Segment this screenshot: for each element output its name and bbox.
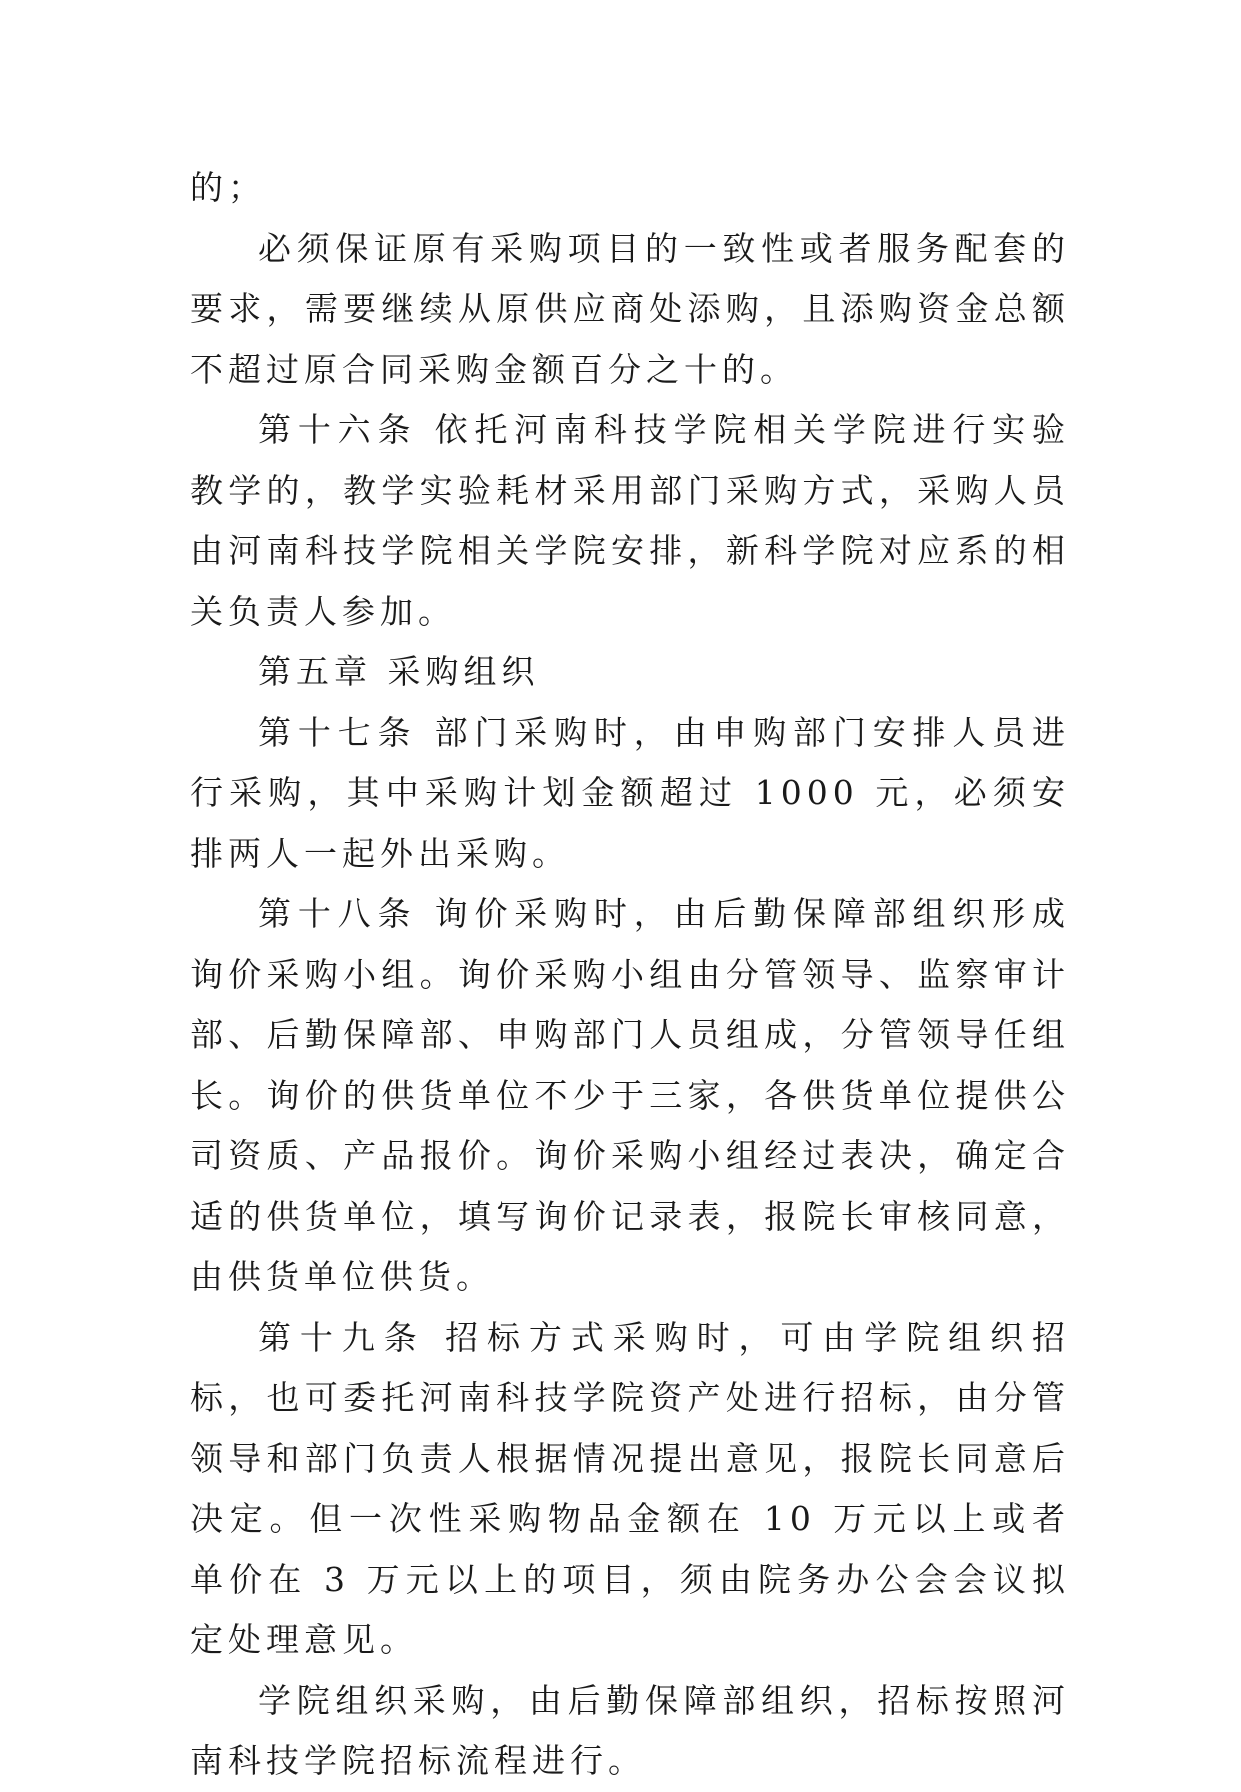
paragraph-college-procurement: 学院组织采购，由后勤保障部组织，招标按照河南科技学院招标流程进行。 — [190, 1680, 1070, 1780]
chapter-heading: 第五章 采购组织 — [258, 652, 540, 691]
paragraph-article-19: 第十九条 招标方式采购时，可由学院组织招标，也可委托河南科技学院资产处进行招标，由分管领导和部门负责人根据情况提出意见，报院长同意后决定。但一次性采购物品金额在 10 万元以上或者单价在 3 万元以上的项目，须由院务办公会会议拟定处理意见。 — [190, 1317, 1070, 1659]
paragraph-article-16: 第十六条 依托河南科技学院相关学院进行实验教学的，教学实验耗材采用部门采购方式，采购人员由河南科技学院相关学院安排，新科学院对应系的相关负责人参加。 — [190, 410, 1070, 631]
document-body — [190, 158, 1070, 1792]
paragraph-continuation: 的； — [190, 168, 266, 207]
paragraph-article-18: 第十八条 询价采购时，由后勤保障部组织形成询价采购小组。询价采购小组由分管领导、监察审计部、后勤保障部、申购部门人员组成，分管领导任组长。询价的供货单位不少于三家，各供货单位提供公司资质、产品报价。询价采购小组经过表决，确定合适的供货单位，填写询价记录表，报院长审核同意，由供货单位供货。 — [190, 894, 1070, 1296]
paragraph-supplement-purchase: 必须保证原有采购项目的一致性或者服务配套的要求，需要继续从原供应商处添购，且添购资金总额不超过原合同采购金额百分之十的。 — [190, 228, 1070, 389]
paragraph-article-17: 第十七条 部门采购时，由申购部门安排人员进行采购，其中采购计划金额超过 1000 元，必须安排两人一起外出采购。 — [190, 712, 1070, 873]
